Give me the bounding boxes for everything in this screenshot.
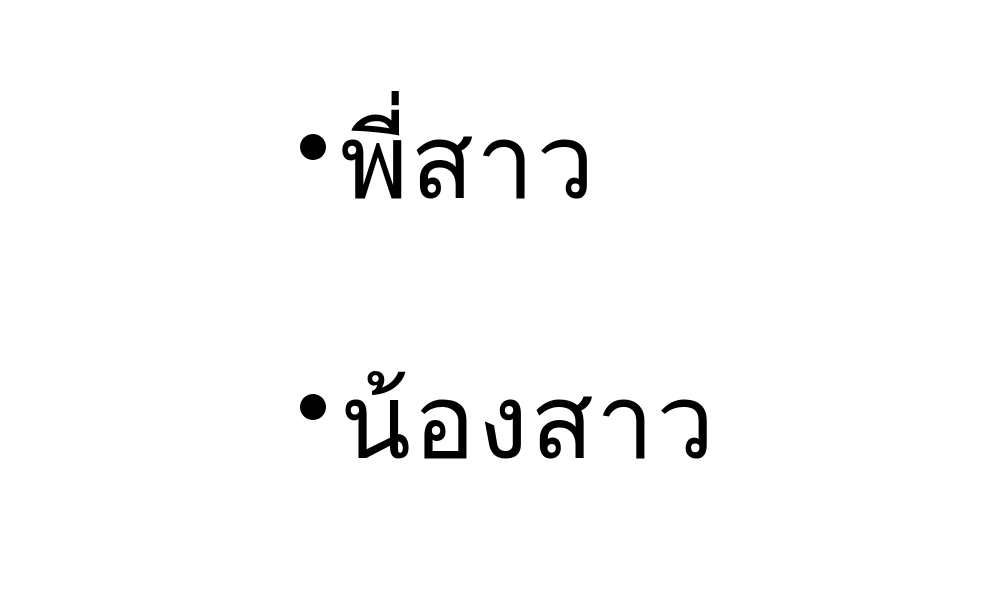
list-item-text: พี่สาว: [340, 101, 597, 223]
bullet-icon: [300, 394, 326, 420]
list-item: [300, 352, 717, 492]
bullet-icon: [300, 134, 326, 160]
list-item: [300, 92, 597, 232]
list-item-text: น้องสาว: [340, 361, 717, 483]
